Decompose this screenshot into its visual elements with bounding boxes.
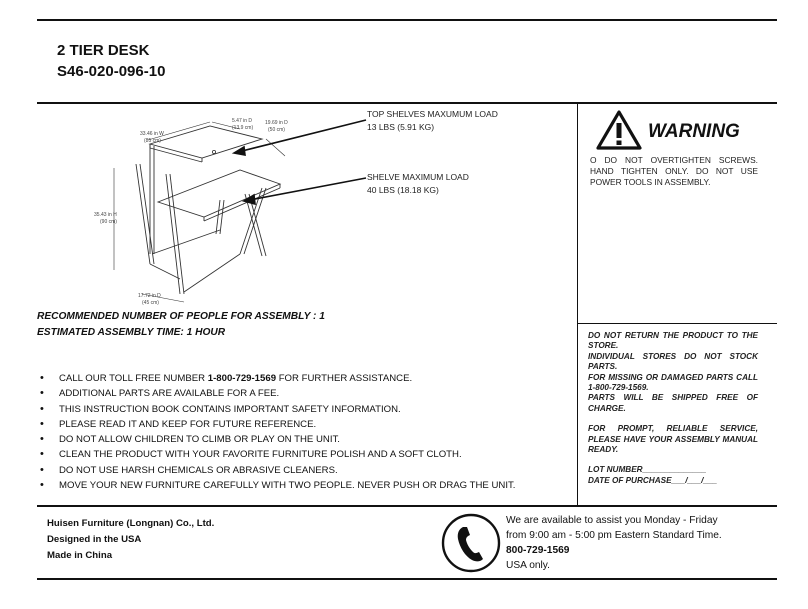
dim-top-depth-cm: (13.9 cm): [232, 125, 254, 131]
support-region: USA only.: [506, 560, 550, 571]
instructions-list: [40, 371, 515, 493]
dim-width-cm: (85 cm): [144, 138, 161, 144]
made-in: Made in China: [47, 550, 113, 561]
assembly-time: ESTIMATED ASSEMBLY TIME: 1 HOUR: [37, 327, 226, 338]
dim-base-depth: 17.72 in D: [138, 293, 161, 299]
purchase-date-field: DATE OF PURCHASE___/___/___: [588, 475, 718, 485]
return-notice: DO NOT RETURN THE PRODUCT TO THE STORE. INDIVIDUAL STORES DO NOT STOCK PARTS. FOR MISSING OR DAMAGED PARTS CALL 1-800-729-1569. PARTS WILL BE SHIPPED FREE OF CHARGE. FOR PROMPT, RELIABLE SERVICE, PLEASE HAVE YOUR ASSEMBLY MANUAL READY. LOT NUMBER______________ DATE OF PURCHASE___/___/___: [588, 331, 758, 485]
bottom-rule: [37, 578, 777, 580]
support-phone: 800-729-1569: [506, 545, 570, 556]
shelf-load-label: SHELVE MAXIMUM LOAD: [367, 172, 469, 182]
designed-in: Designed in the USA: [47, 534, 142, 545]
list-item: • MOVE YOUR NEW FURNITURE CAREFULLY WITH TWO PEOPLE. NEVER PUSH OR DRAG THE UNIT.: [40, 478, 515, 493]
company-name: Huisen Furniture (Longnan) Co., Ltd.: [47, 518, 215, 529]
assembly-people: RECOMMENDED NUMBER OF PEOPLE FOR ASSEMBLY : 1: [37, 311, 325, 322]
dim-base-depth-cm: (45 cm): [142, 300, 159, 306]
dim-desk-depth-cm: (50 cm): [268, 127, 285, 133]
shelf-load-value: 40 LBS (18.18 KG): [367, 185, 439, 195]
dim-height-cm: (90 cm): [100, 219, 117, 225]
list-item: • THIS INSTRUCTION BOOK CONTAINS IMPORTANT SAFETY INFORMATION.: [40, 402, 515, 417]
model-number: S46-020-096-10: [57, 63, 166, 80]
assist-line-2: from 9:00 am - 5:00 pm Eastern Standard Time.: [506, 530, 722, 541]
top-load-label: TOP SHELVES MAXUMUM LOAD: [367, 109, 498, 119]
notice-rule: [577, 323, 777, 324]
list-item: • DO NOT ALLOW CHILDREN TO CLIMB OR PLAY ON THE UNIT.: [40, 432, 515, 447]
list-item: • DO NOT USE HARSH CHEMICALS OR ABRASIVE CLEANERS.: [40, 463, 515, 478]
warning-title: WARNING: [648, 121, 740, 142]
lot-number-field: LOT NUMBER______________: [588, 465, 707, 475]
top-load-value: 13 LBS (5.91 KG): [367, 122, 435, 132]
top-rule: [37, 19, 777, 21]
assist-line-1: We are available to assist you Monday - Friday: [506, 515, 718, 526]
list-item: • PLEASE READ IT AND KEEP FOR FUTURE REFERENCE.: [40, 417, 515, 432]
warning-triangle-icon: [596, 110, 642, 150]
dim-height: 35.43 in H: [94, 212, 117, 218]
toll-free-number: 1-800-729-1569: [207, 373, 277, 384]
warning-text: O DO NOT OVERTIGHTEN SCREWS. HAND TIGHTEN ONLY. DO NOT USE POWER TOOLS IN ASSEMBLY.: [590, 155, 758, 187]
dim-top-depth: 5.47 in D: [232, 118, 253, 124]
product-title: 2 TIER DESK: [57, 42, 150, 59]
list-item: • CLEAN THE PRODUCT WITH YOUR FAVORITE FURNITURE POLISH AND A SOFT CLOTH.: [40, 447, 515, 462]
list-item: • ADDITIONAL PARTS ARE AVAILABLE FOR A FEE.: [40, 386, 515, 401]
dim-width: 33.46 in W: [140, 131, 164, 137]
column-divider: [577, 102, 578, 506]
telephone-icon: [441, 513, 501, 573]
load-callout-arrows: [230, 100, 370, 220]
footer-rule: [37, 505, 777, 507]
dim-desk-depth: 19.69 in D: [265, 120, 288, 126]
list-item: • CALL OUR TOLL FREE NUMBER 1-800-729-1569 FOR FURTHER ASSISTANCE.: [40, 371, 515, 386]
